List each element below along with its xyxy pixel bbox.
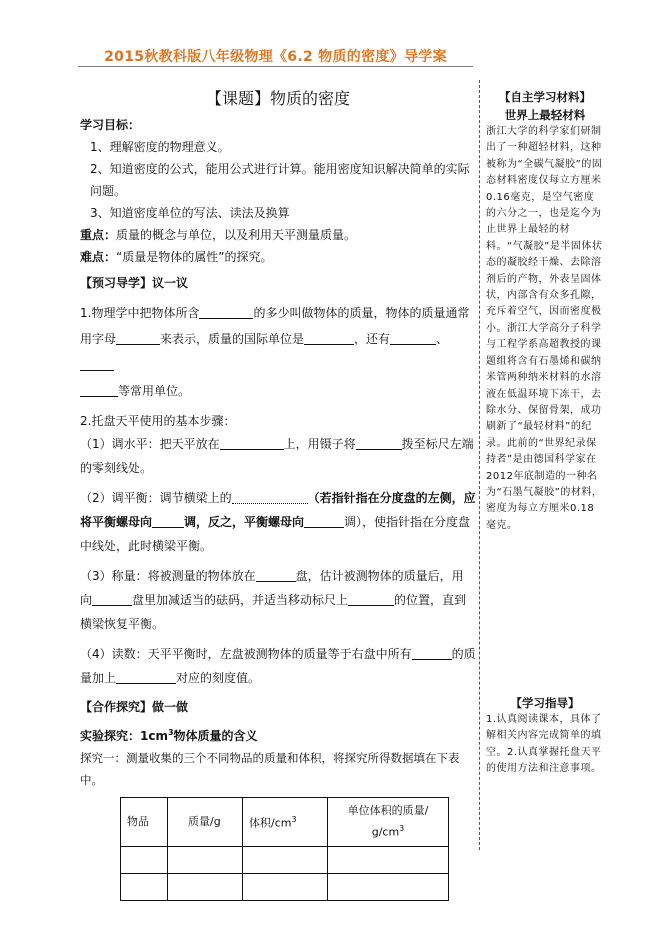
- q1-text-b: 的多少叫做物体的质量，物体的质量通常用字母: [80, 306, 470, 346]
- task-1: 探究一：测量收集的三个不同物品的质量和体积，将探究所得数据填在下表中。: [80, 751, 460, 787]
- q1-text-f: 等常用单位。: [118, 384, 191, 398]
- step2-text-b: （若指针指在分度盘的左侧，应将平衡螺母向: [80, 491, 476, 529]
- table-row: [121, 847, 449, 874]
- header-divider: [78, 66, 473, 67]
- fill-blank[interactable]: [304, 513, 344, 528]
- table-cell[interactable]: [168, 847, 243, 874]
- difficulty-label: 难点：: [80, 250, 117, 264]
- study-guide-text: 1.认真阅读课本，具体了解相关内容完成简单的填空。2.认真掌握托盘天平的使用方法和注意事项。: [486, 714, 602, 775]
- fill-blank[interactable]: [152, 513, 184, 528]
- step3-text-b: 盘，估计被测物体的质量后，用: [295, 569, 464, 583]
- step4-text-a: （4）读数：天平平衡时，左盘被测物体的质量等于右盘中所有: [80, 647, 412, 661]
- q1-text-c: 来表示，质量的国际单位是: [160, 332, 305, 346]
- table-header-cell: [243, 798, 328, 847]
- step3-text-e: 的位置，直到横梁恢复平衡。: [80, 593, 467, 631]
- step3-text-a: （3）称量：将被测量的物体放在: [80, 569, 256, 583]
- question-1: [80, 300, 476, 404]
- col3-label: 体积/cm: [249, 816, 292, 830]
- table-cell[interactable]: [121, 847, 168, 874]
- preview-heading: 【预习导学】议一议: [80, 276, 189, 290]
- self-study-subheading: 世界上最轻材料: [504, 108, 586, 122]
- fill-blank[interactable]: [256, 567, 296, 582]
- lesson-title-label: 【课题】: [205, 89, 270, 108]
- table-cell[interactable]: [121, 874, 168, 901]
- step4-text-b: 的质量加上: [80, 647, 476, 685]
- study-guide-heading: 【学习指导】: [510, 696, 580, 710]
- objective-item: 3、知道密度单位的写法、读法及换算: [90, 206, 290, 220]
- key-point-label: 重点：: [80, 228, 117, 242]
- fill-blank[interactable]: [92, 591, 132, 606]
- step-1: [80, 432, 476, 480]
- fill-blank[interactable]: [348, 591, 394, 606]
- fill-blank[interactable]: [80, 382, 118, 397]
- step1-text-b: 上，用镊子将: [283, 437, 356, 451]
- col4-line2: g/cm: [371, 825, 400, 839]
- table-cell[interactable]: [243, 874, 328, 901]
- step2-text-a: （2）调平衡：调节横梁上的: [80, 491, 232, 505]
- self-study-heading: 【自主学习材料】: [499, 90, 591, 104]
- self-study-text: 浙江大学的科学家们研制出了一种超轻材料，这种被称为“全碳气凝胶”的固态材料密度仅每立方厘米0.16毫克，是空气密度的六分之一，也是迄今为止世界上最轻的材料。“气凝胶”是半固体状态的凝胶经干燥、去除溶剂后的产物，外表呈固体状，内部含有众多孔隙，充斥着空气，因而密度极小。浙江大学高分子科学与工程学系高超教授的课题组将含有石墨烯和碳纳米管两种纳米材料的水溶液在低温环境下冻干，去除水分、保留骨架，成功刷新了“最轻材料”的纪录。此前的“世界纪录保持者”是由德国科学家在2012年底制造的一种名为“石墨气凝胶”的材料，密度为每立方厘米0.18毫克。: [486, 126, 603, 531]
- self-study-panel: [486, 88, 604, 534]
- fill-blank[interactable]: [80, 356, 114, 371]
- study-guide-panel: [486, 694, 604, 778]
- step3-text-d: 盘里加减适当的砝码，并适当移动标尺上: [132, 593, 349, 607]
- step2-text-c: 调，反之，平衡螺母向: [184, 515, 305, 529]
- step2-text-d: 调），使指针指在分度盘中线处，此时横梁平衡。: [80, 515, 471, 553]
- fill-blank[interactable]: [199, 304, 253, 319]
- col2-label: 质量/g: [188, 815, 221, 828]
- step1-text-a: （1）调水平：把天平放在: [80, 437, 220, 451]
- step-3: [80, 564, 476, 636]
- column-divider: [479, 80, 480, 850]
- objective-item: 1、理解密度的物理意义。: [90, 140, 230, 154]
- table-header-cell: [168, 798, 243, 847]
- step-4: [80, 642, 476, 690]
- lesson-title: [80, 88, 476, 110]
- table-cell[interactable]: [328, 847, 449, 874]
- fill-blank[interactable]: [304, 330, 354, 345]
- experiment-title: [80, 722, 476, 747]
- objectives-heading: 学习目标：: [80, 118, 141, 132]
- objective-item: 2、知道密度的公式，能用公式进行计算。能用密度知识解决简单的实际问题。: [90, 162, 470, 198]
- cooperate-heading: 【合作探究】做一做: [80, 700, 189, 714]
- col4-line1: 单位体积的质量/: [347, 804, 429, 818]
- difficulty: [80, 246, 476, 268]
- lesson-title-text: 物质的密度: [270, 89, 351, 108]
- document-header-title: 2015秋教科版八年级物理《6.2 物质的密度》导学案: [104, 49, 447, 65]
- table-cell[interactable]: [168, 874, 243, 901]
- difficulty-text: “质量是物体的属性”的探究。: [116, 250, 273, 264]
- question-2-title: 2.托盘天平使用的基本步骤：: [80, 414, 236, 428]
- fill-blank[interactable]: [356, 435, 402, 450]
- step3-text-c: 向: [80, 593, 93, 607]
- step1-text-c: 拨至标尺左端的零刻线处。: [80, 437, 474, 475]
- table-cell[interactable]: [243, 847, 328, 874]
- table-cell[interactable]: [328, 874, 449, 901]
- table-header-row: [121, 798, 449, 847]
- col3-sup: 3: [291, 815, 297, 825]
- fill-blank[interactable]: [116, 330, 160, 345]
- q1-text-e: 、: [436, 332, 449, 346]
- fill-blank[interactable]: [412, 645, 452, 660]
- table-row: [121, 874, 449, 901]
- experiment-title-a: 实验探究：1cm: [80, 729, 168, 743]
- fill-blank[interactable]: [390, 330, 436, 345]
- fill-blank[interactable]: [232, 489, 308, 504]
- data-table: [120, 797, 449, 901]
- step4-text-c: 对应的刻度值。: [176, 671, 261, 685]
- experiment-title-b: 物体质量的含义: [173, 729, 258, 743]
- table-header-cell: 物品: [121, 798, 168, 847]
- step-2: [80, 486, 476, 558]
- experiment-title-sup: 3: [167, 728, 174, 737]
- q1-text-d: ，还有: [354, 332, 391, 346]
- q1-text-a: 1.物理学中把物体所含: [80, 306, 200, 320]
- key-point-text: 质量的概念与单位，以及利用天平测量质量。: [116, 228, 357, 242]
- key-point: [80, 224, 476, 246]
- main-column: [80, 88, 476, 901]
- col4-sup: 3: [399, 824, 405, 834]
- table-header-cell: [328, 798, 449, 847]
- fill-blank[interactable]: [116, 669, 176, 684]
- fill-blank[interactable]: [220, 435, 284, 450]
